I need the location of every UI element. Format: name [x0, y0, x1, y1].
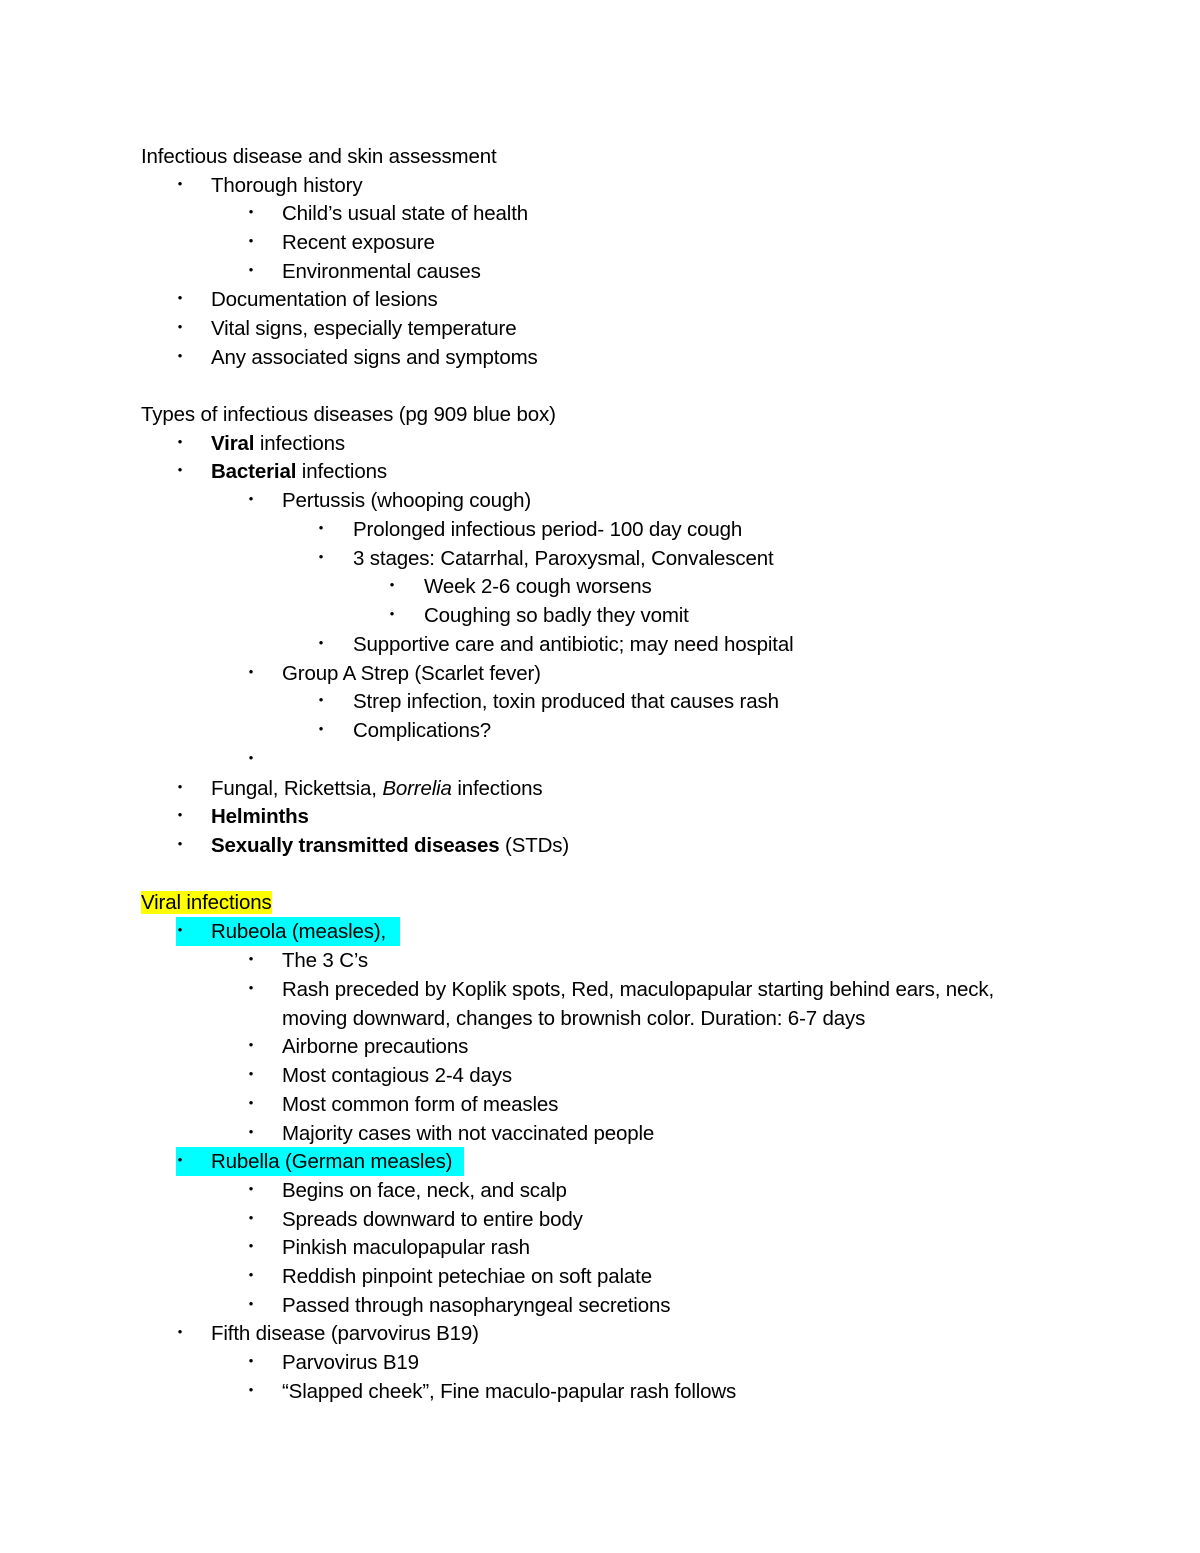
bullet-icon: •	[177, 922, 183, 937]
list-item: Any associated signs and symptoms	[211, 346, 538, 369]
bold-text: Viral	[211, 432, 255, 455]
bold-text: Sexually transmitted diseases	[211, 834, 500, 857]
bullet-icon: •	[177, 1152, 183, 1167]
bullet-icon: •	[248, 233, 254, 248]
list-item: Fifth disease (parvovirus B19)	[211, 1322, 479, 1345]
bullet-icon: •	[248, 1238, 254, 1253]
bullet-icon: •	[177, 779, 183, 794]
text: infections	[254, 432, 345, 455]
text: infections	[451, 777, 543, 800]
bullet-icon: •	[248, 1210, 254, 1225]
bullet-icon: •	[248, 1124, 254, 1139]
list-item: Spreads downward to entire body	[282, 1208, 583, 1231]
list-item: Coughing so badly they vomit	[424, 604, 689, 627]
list-item: Majority cases with not vaccinated people	[282, 1122, 655, 1145]
bullet-icon: •	[177, 836, 183, 851]
bold-text: Bacterial	[211, 460, 297, 483]
list-item: Rubella (German measles)	[211, 1150, 453, 1173]
list-item: Most common form of measles	[282, 1093, 559, 1116]
bullet-icon: •	[389, 577, 395, 592]
section-heading-types: Types of infectious diseases (pg 909 blue box)	[141, 403, 556, 426]
bullet-icon: •	[248, 1181, 254, 1196]
list-item: Complications?	[353, 719, 492, 742]
bullet-icon: •	[318, 692, 324, 707]
section-heading-assessment: Infectious disease and skin assessment	[141, 145, 497, 168]
list-item: Strep infection, toxin produced that causes rash	[353, 690, 779, 713]
bullet-icon: •	[177, 434, 183, 449]
bullet-icon: •	[177, 319, 183, 334]
bullet-icon: •	[177, 348, 183, 363]
bullet-icon: •	[248, 1037, 254, 1052]
list-item: Vital signs, especially temperature	[211, 317, 517, 340]
bullet-icon: •	[248, 1267, 254, 1282]
list-item	[211, 774, 542, 803]
bullet-icon: •	[248, 951, 254, 966]
list-item: Recent exposure	[282, 231, 435, 254]
bullet-icon: •	[248, 750, 254, 765]
section-heading-viral	[141, 888, 272, 917]
bullet-icon: •	[248, 1095, 254, 1110]
list-item	[211, 457, 387, 486]
text: infections	[296, 460, 387, 483]
bullet-icon: •	[177, 462, 183, 477]
bullet-icon: •	[248, 491, 254, 506]
list-item-continuation: moving downward, changes to brownish color. Duration: 6-7 days	[282, 1007, 866, 1030]
highlighted-heading: Viral infections	[141, 891, 272, 914]
bullet-icon: •	[177, 290, 183, 305]
list-item: Airborne precautions	[282, 1035, 469, 1058]
bullet-icon: •	[248, 664, 254, 679]
list-item: “Slapped cheek”, Fine maculo-papular rash follows	[282, 1380, 737, 1403]
list-item: Group A Strep (Scarlet fever)	[282, 662, 541, 685]
list-item	[211, 831, 569, 860]
list-item: Thorough history	[211, 174, 363, 197]
bullet-icon: •	[177, 176, 183, 191]
bullet-icon: •	[248, 1296, 254, 1311]
list-item: Week 2-6 cough worsens	[424, 575, 652, 598]
list-item: Begins on face, neck, and scalp	[282, 1179, 567, 1202]
list-item: Most contagious 2-4 days	[282, 1064, 512, 1087]
list-item: Rash preceded by Koplik spots, Red, maculopapular starting behind ears, neck,	[282, 978, 995, 1001]
list-item: Supportive care and antibiotic; may need hospital	[353, 633, 794, 656]
bullet-icon: •	[248, 204, 254, 219]
list-item: Environmental causes	[282, 260, 481, 283]
bullet-icon: •	[389, 606, 395, 621]
bullet-icon: •	[318, 520, 324, 535]
list-item: Parvovirus B19	[282, 1351, 419, 1374]
bullet-icon: •	[318, 635, 324, 650]
text: Fungal, Rickettsia,	[211, 777, 383, 800]
bullet-icon: •	[248, 1382, 254, 1397]
list-item: Documentation of lesions	[211, 288, 438, 311]
list-item: Pertussis (whooping cough)	[282, 489, 532, 512]
bullet-icon: •	[248, 262, 254, 277]
bullet-icon: •	[318, 549, 324, 564]
italic-text: Borrelia	[382, 777, 452, 800]
bullet-icon: •	[248, 1066, 254, 1081]
bullet-icon: •	[177, 807, 183, 822]
list-item: Prolonged infectious period- 100 day cough	[353, 518, 743, 541]
bullet-icon: •	[248, 980, 254, 995]
bullet-icon: •	[177, 1324, 183, 1339]
list-item: Reddish pinpoint petechiae on soft palate	[282, 1265, 652, 1288]
bullet-icon: •	[248, 1353, 254, 1368]
list-item: Helminths	[211, 805, 309, 828]
list-item: Rubeola (measles),	[211, 920, 387, 943]
text: (STDs)	[499, 834, 570, 857]
list-item	[211, 429, 345, 458]
list-item: Pinkish maculopapular rash	[282, 1236, 530, 1259]
list-item: The 3 C’s	[282, 949, 369, 972]
list-item: 3 stages: Catarrhal, Paroxysmal, Convalescent	[353, 547, 774, 570]
bullet-icon: •	[318, 721, 324, 736]
list-item: Passed through nasopharyngeal secretions	[282, 1294, 671, 1317]
list-item: Child’s usual state of health	[282, 202, 528, 225]
